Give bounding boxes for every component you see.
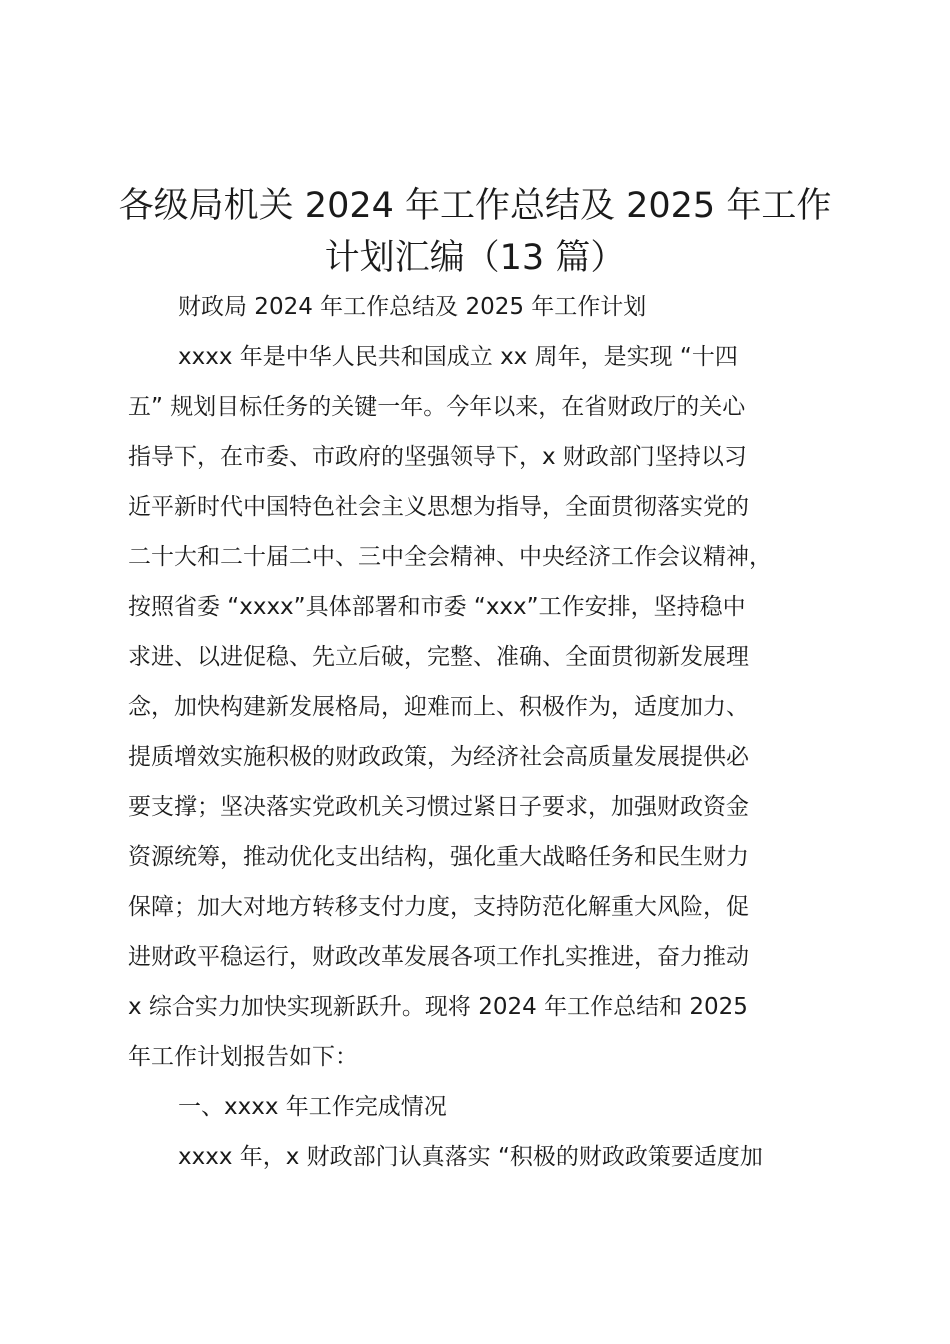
document-subtitle: 财政局 2024 年工作总结及 2025 年工作计划 <box>178 294 647 320</box>
paragraph-line: x 综合实力加快实现新跃升。现将 2024 年工作总结和 2025 <box>128 994 748 1020</box>
paragraph-line: 近平新时代中国特色社会主义思想为指导，全面贯彻落实党的 <box>128 494 749 520</box>
section-paragraph <box>128 1132 832 1182</box>
paragraph-line: 资源统筹，推动优化支出结构，强化重大战略任务和民生财力 <box>128 844 749 870</box>
paragraph-line: 念，加快构建新发展格局，迎难而上、积极作为，适度加力、 <box>128 694 749 720</box>
paragraph-line: 提质增效实施积极的财政政策，为经济社会高质量发展提供必 <box>128 744 749 770</box>
paragraph-line: 五” 规划目标任务的关键一年。今年以来，在省财政厅的关心 <box>128 394 746 420</box>
title-line-1: 各级局机关 2024 年工作总结及 2025 年工作 <box>118 186 832 226</box>
document-title <box>100 180 850 284</box>
intro-paragraph <box>128 332 832 1082</box>
document-body <box>128 282 832 1182</box>
paragraph-line: 指导下，在市委、市政府的坚强领导下，x 财政部门坚持以习 <box>128 444 747 470</box>
paragraph-line: 按照省委 “xxxx”具体部署和市委 “xxx”工作安排，坚持稳中 <box>128 594 746 620</box>
paragraph-line: 进财政平稳运行，财政改革发展各项工作扎实推进，奋力推动 <box>128 944 749 970</box>
paragraph-line: xxxx 年是中华人民共和国成立 xx 周年，是实现 “十四 <box>178 344 738 370</box>
paragraph-line: 年工作计划报告如下： <box>128 1044 358 1070</box>
paragraph-line: xxxx 年，x 财政部门认真落实 “积极的财政政策要适度加 <box>178 1144 763 1170</box>
paragraph-line: 保障；加大对地方转移支付力度，支持防范化解重大风险，促 <box>128 894 749 920</box>
paragraph-line: 要支撑；坚决落实党政机关习惯过紧日子要求，加强财政资金 <box>128 794 749 820</box>
paragraph-line: 求进、以进促稳、先立后破，完整、准确、全面贯彻新发展理 <box>128 644 749 670</box>
title-line-2: 计划汇编（13 篇） <box>324 238 626 278</box>
section-heading: 一、xxxx 年工作完成情况 <box>178 1094 447 1120</box>
paragraph-line: 二十大和二十届二中、三中全会精神、中央经济工作会议精神， <box>128 544 772 570</box>
